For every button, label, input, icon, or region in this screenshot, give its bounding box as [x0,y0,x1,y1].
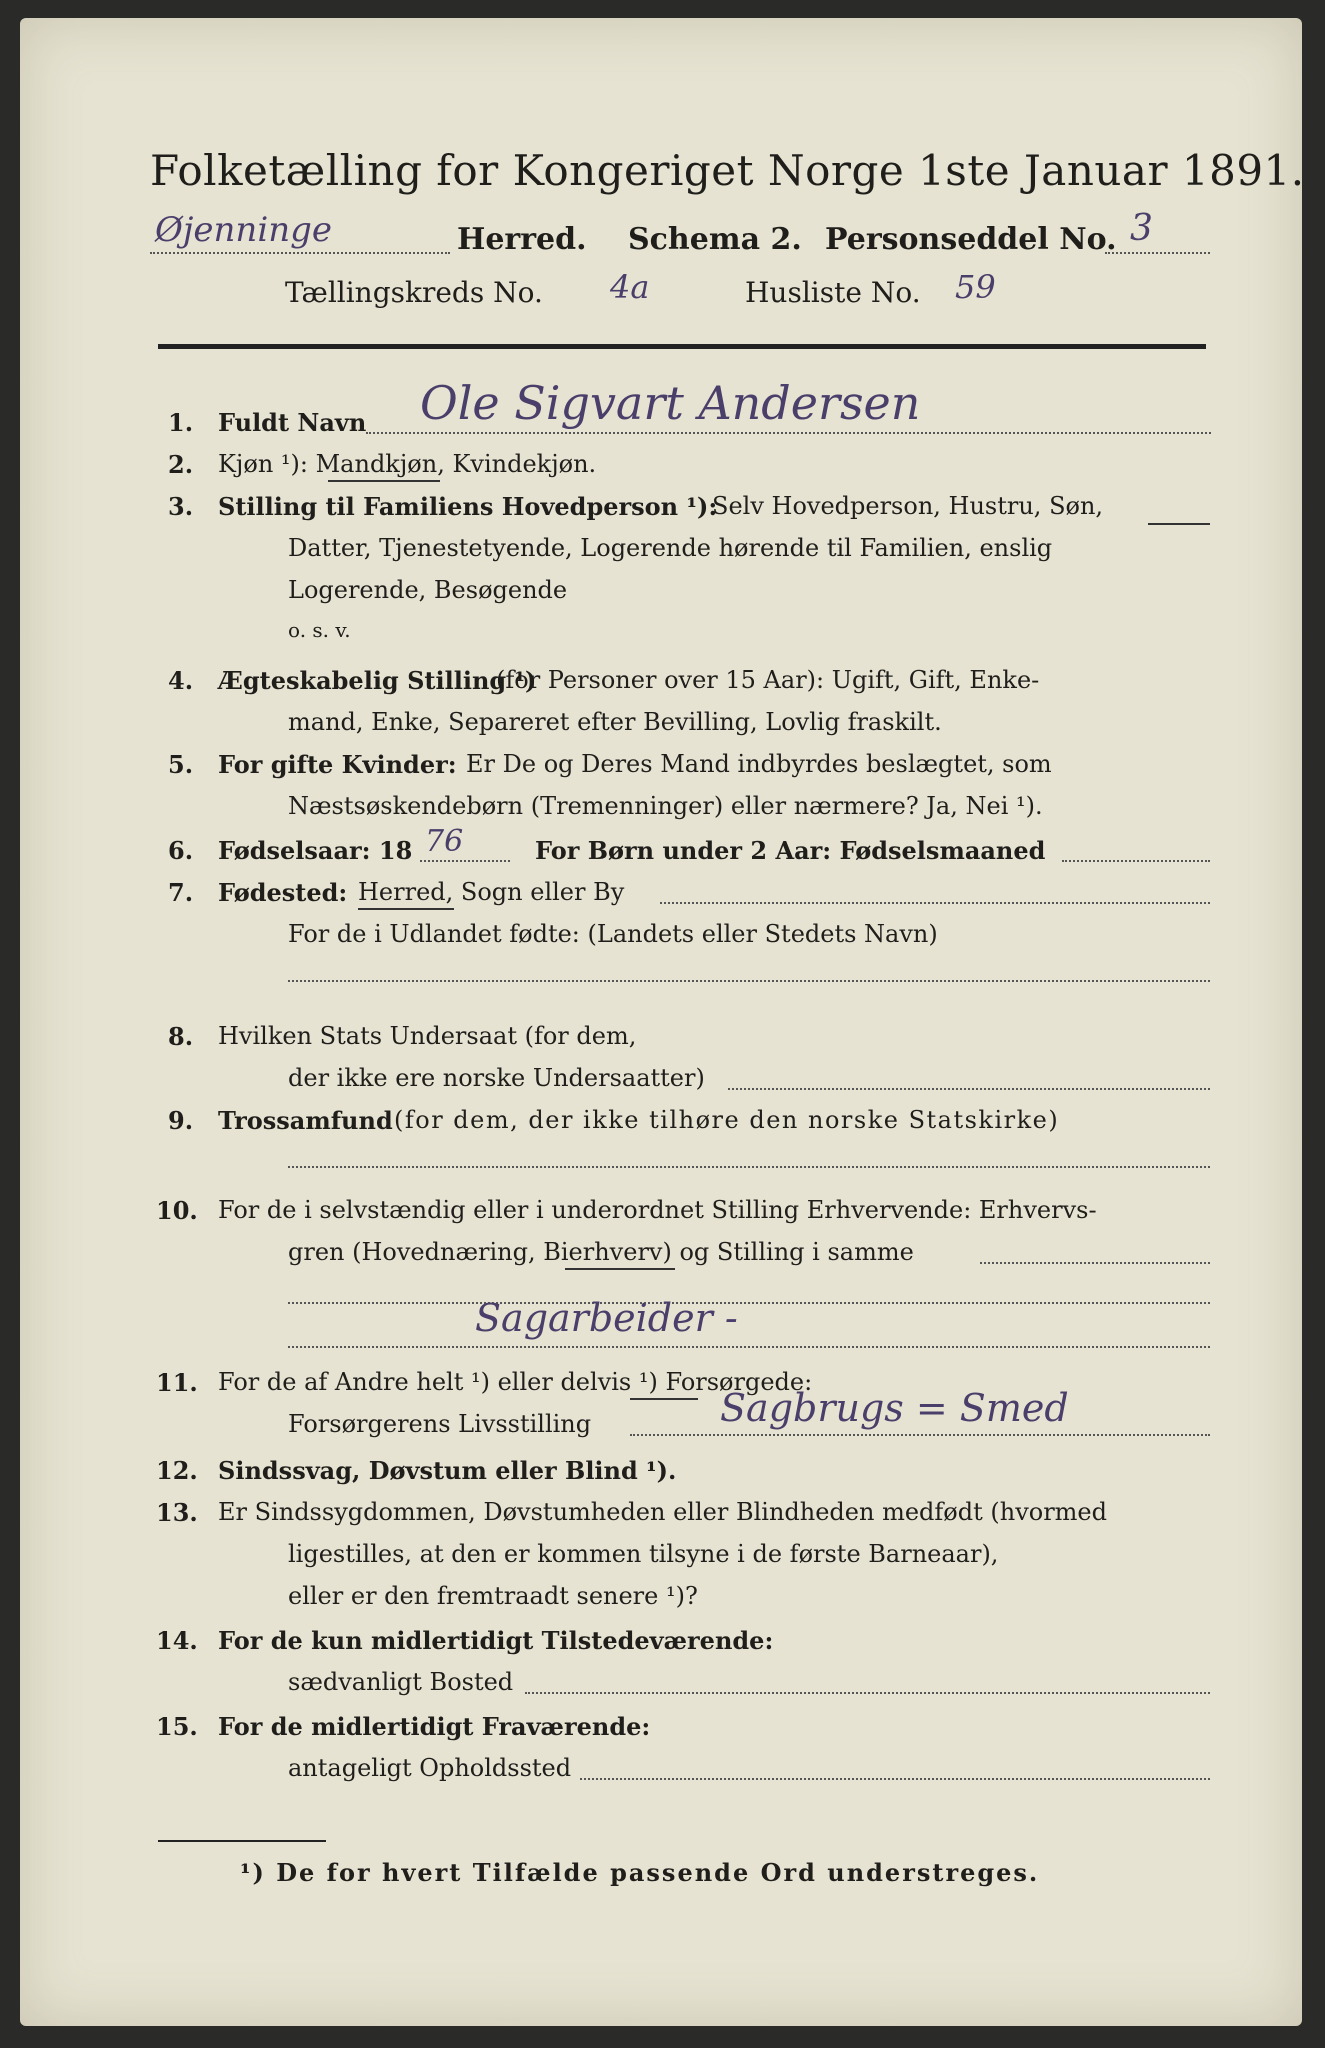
footnote: ¹) De for hvert Tilfælde passende Ord understreges. [240,1858,1040,1887]
q7-line1: Herred, Sogn eller By [358,878,625,906]
q1-label: Fuldt Navn [218,408,367,437]
q3-line4: o. s. v. [288,618,351,642]
q1-dots [366,432,1211,434]
q10-underline-bierhverv [565,1268,675,1270]
q14-number: 14. [156,1626,198,1655]
q10-dots-c [288,1346,1210,1348]
q10-line1: For de i selvstændig eller i underordnet Stilling Erhvervende: Erhvervs- [218,1196,1097,1224]
q14-line1: For de kun midlertidigt Tilstedeværende: [218,1626,774,1655]
census-form-sheet [20,18,1305,2026]
q3-line2: Datter, Tjenestetyende, Logerende hørende til Familien, enslig [288,534,1053,562]
husliste-label: Husliste No. [745,276,921,309]
q11-line1: For de af Andre helt ¹) eller delvis ¹) Forsørgede: [218,1368,813,1396]
q4-line1: (for Personer over 15 Aar): Ugift, Gift, Enke- [496,666,1040,694]
q12-number: 12. [156,1456,198,1485]
q10-number: 10. [156,1196,198,1225]
q4-label: Ægteskabelig Stilling ¹) [218,666,537,695]
q3-line1: Selv Hovedperson, Hustru, Søn, [712,492,1104,520]
q11-line2: Forsørgerens Livsstilling [288,1410,592,1438]
q3-label: Stilling til Familiens Hovedperson ¹): [218,492,718,521]
header-rule [158,344,1206,349]
q13-line2: ligestilles, at den er kommen tilsyne i de første Barneaar), [288,1540,999,1568]
q4-number: 4. [168,666,194,695]
form-title: Folketælling for Kongeriget Norge 1ste Januar 1891. [150,146,1305,195]
q14-dots [525,1692,1210,1694]
q11-number: 11. [156,1368,198,1397]
q1-number: 1. [168,408,194,437]
q8-line1: Hvilken Stats Undersaat (for dem, [218,1022,637,1050]
herred-label: Herred. [457,222,587,257]
q10-value: Sagarbeider - [475,1296,738,1340]
q10-dots-b [288,1302,1210,1304]
q8-line2: der ikke ere norske Undersaatter) [288,1064,705,1092]
personseddel-label: Personseddel No. [825,222,1117,257]
q15-dots [580,1778,1210,1780]
q11-value: Sagbrugs = Smed [720,1386,1069,1430]
q5-label: For gifte Kvinder: [218,750,457,779]
q5-line1: Er De og Deres Mand indbyrdes beslægtet, som [466,750,1052,778]
q7-abroad-dots [288,980,1210,982]
q7-number: 7. [168,878,194,907]
q15-line2: antageligt Opholdssted [288,1754,572,1782]
footnote-rule [158,1840,326,1842]
q1-value: Ole Sigvart Andersen [420,376,921,430]
kreds-value: 4a [610,268,650,306]
q9-line1: (for dem, der ikke tilhøre den norske Statskirke) [394,1106,1060,1134]
q2-number: 2. [168,450,194,479]
husliste-value: 59 [955,268,996,306]
q9-number: 9. [168,1106,194,1135]
q12-line1: Sindssvag, Døvstum eller Blind ¹). [218,1456,677,1485]
q6-number: 6. [168,836,194,865]
q15-number: 15. [156,1712,198,1741]
q2-text: Kjøn ¹): Mandkjøn, Kvindekjøn. [218,450,597,478]
personseddel-value: 3 [1130,208,1153,249]
q14-line2: sædvanligt Bosted [288,1668,514,1696]
q4-line2: mand, Enke, Separeret efter Bevilling, Lovlig fraskilt. [288,708,942,736]
q7-line2: For de i Udlandet fødte: (Landets eller Stedets Navn) [288,920,938,948]
q10-line2: gren (Hovednæring, Bierhverv) og Stilling i samme [288,1238,914,1266]
q9-dots [288,1166,1210,1168]
q15-line1: For de midlertidigt Fraværende: [218,1712,651,1741]
q8-dots [728,1088,1210,1090]
q5-number: 5. [168,750,194,779]
q3-number: 3. [168,492,194,521]
herred-dots [150,252,450,254]
q8-number: 8. [168,1022,194,1051]
q6-extra-dots [1062,860,1210,862]
q11-underline-delvis [630,1398,698,1400]
herred-value: Øjenninge [155,210,332,250]
q13-line3: eller er den fremtraadt senere ¹)? [288,1582,698,1610]
q6-label: Fødselsaar: 18 [218,836,413,865]
q6-extra: For Børn under 2 Aar: Fødselsmaaned [535,836,1046,865]
kreds-label: Tællingskreds No. [285,276,543,309]
personseddel-dots [1105,252,1210,254]
q3-underline-son [1148,523,1210,525]
schema-label: Schema 2. [628,222,802,257]
q5-line2: Næstsøskendebørn (Tremenninger) eller nærmere? Ja, Nei ¹). [288,792,1043,820]
q10-dots-a [980,1262,1210,1264]
q13-number: 13. [156,1498,198,1527]
q6-value: 76 [425,824,464,859]
q6-dots [420,860,510,862]
q9-label: Trossamfund [218,1106,393,1135]
q13-line1: Er Sindssygdommen, Døvstumheden eller Blindheden medfødt (hvormed [218,1498,1107,1526]
q7-label: Fødested: [218,878,348,907]
q7-dots [660,902,1210,904]
q7-underline-herred [358,908,454,910]
q3-line3: Logerende, Besøgende [288,576,568,604]
q11-dots [630,1434,1210,1436]
q2-underline-mandkjon [328,480,440,482]
